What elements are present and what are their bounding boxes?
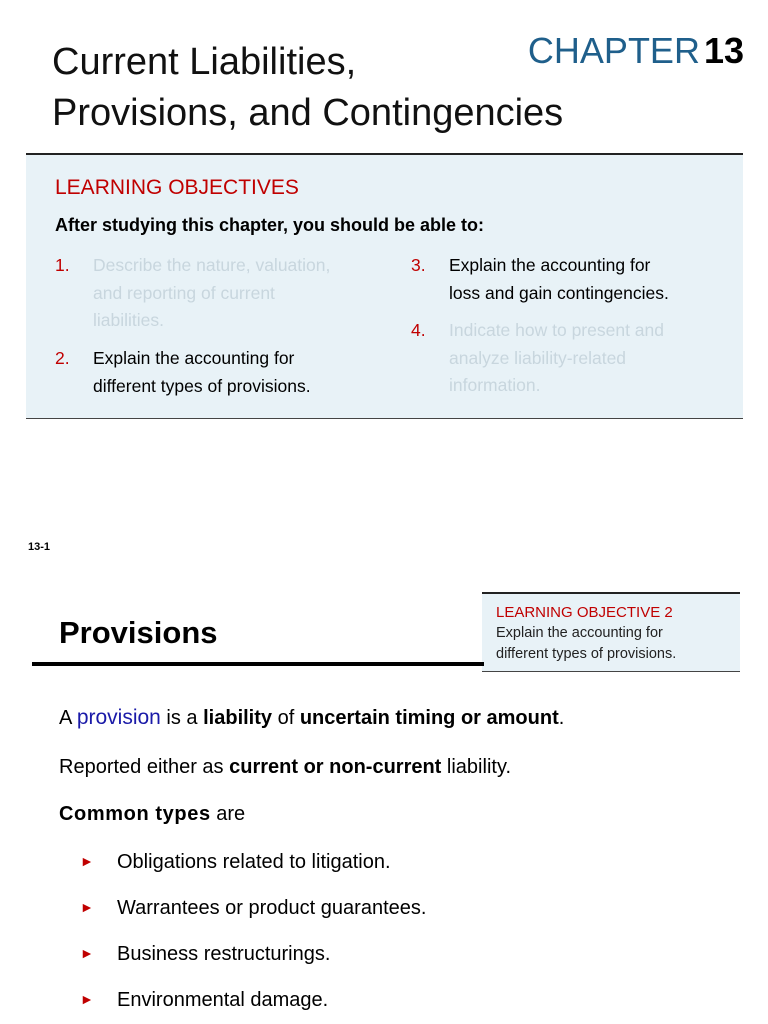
- learning-objective-tag-heading: LEARNING OBJECTIVE 2: [496, 604, 673, 621]
- bullet-arrow-icon: ►: [80, 899, 94, 915]
- slide-title: Provisions: [59, 615, 218, 650]
- objective-text-line: information.: [449, 375, 541, 395]
- bullet-item: [80, 897, 426, 920]
- objective-text-line: and reporting of current: [93, 282, 275, 303]
- chapter-title-line-1: Current Liabilities,: [52, 41, 357, 83]
- objective-4: [411, 317, 731, 401]
- objective-text-line: Indicate how to present and: [449, 320, 665, 340]
- bullet-item: [80, 851, 391, 874]
- objective-number: 1.: [55, 255, 70, 275]
- term-common-types: Common types: [59, 803, 211, 825]
- objective-text-line: liabilities.: [93, 310, 164, 330]
- objective-text-line: Explain the accounting for: [93, 348, 295, 368]
- objective-number: 4.: [411, 320, 426, 340]
- term-uncertain: uncertain timing or amount: [299, 707, 559, 729]
- chapter-word: CHAPTER: [527, 30, 700, 71]
- bullet-text: Business restructurings.: [117, 943, 331, 965]
- objective-text-line: analyze liability-related: [449, 347, 627, 368]
- provision-definition: [59, 706, 564, 730]
- text-are: are: [216, 803, 246, 825]
- chapter-title-line-2: Provisions, and Contingencies: [52, 92, 564, 134]
- objective-text-line: Describe the nature, valuation,: [93, 255, 331, 275]
- text-is-a: is a: [166, 707, 198, 729]
- bullet-arrow-icon: ►: [80, 991, 94, 1007]
- reporting-statement: [59, 756, 511, 779]
- term-provision: provision: [76, 706, 161, 729]
- learning-objectives-heading: LEARNING OBJECTIVES: [55, 176, 299, 199]
- term-liability: liability: [203, 707, 273, 729]
- objective-text-line: loss and gain contingencies.: [449, 282, 669, 303]
- objective-1: [55, 252, 385, 336]
- learning-objective-tag-line: different types of provisions.: [496, 646, 677, 662]
- bullet-arrow-icon: ►: [80, 853, 94, 869]
- slide-number: 13-1: [28, 541, 51, 553]
- term-current-noncurrent: current or non-current: [229, 756, 442, 778]
- bullet-text: Warrantees or product guarantees.: [117, 897, 427, 919]
- objective-text-line: different types of provisions.: [93, 375, 311, 396]
- bullet-text: Environmental damage.: [117, 989, 329, 1011]
- text-of: of: [277, 707, 295, 729]
- text-reported-pre: Reported either as: [59, 756, 224, 778]
- learning-objective-tag: [482, 592, 740, 672]
- learning-objectives-intro: After studying this chapter, you should be able to:: [55, 215, 485, 235]
- common-types-intro: [59, 803, 245, 826]
- objective-2: [55, 345, 385, 401]
- objective-number: 2.: [55, 348, 70, 368]
- chapter-number: 13: [703, 30, 744, 71]
- title-underline: [32, 662, 484, 666]
- objective-text-line: Explain the accounting for: [449, 255, 651, 275]
- text-reported-post: liability.: [446, 756, 512, 778]
- bullet-item: [80, 989, 328, 1012]
- text-a: A: [59, 707, 72, 729]
- chapter-label: [528, 30, 744, 72]
- learning-objective-tag-line: Explain the accounting for: [496, 625, 663, 641]
- objective-number: 3.: [411, 255, 426, 275]
- text-period: .: [558, 707, 565, 729]
- bullet-text: Obligations related to litigation.: [117, 851, 391, 873]
- bullet-item: [80, 943, 330, 966]
- bullet-arrow-icon: ►: [80, 945, 94, 961]
- objective-3: [411, 252, 731, 308]
